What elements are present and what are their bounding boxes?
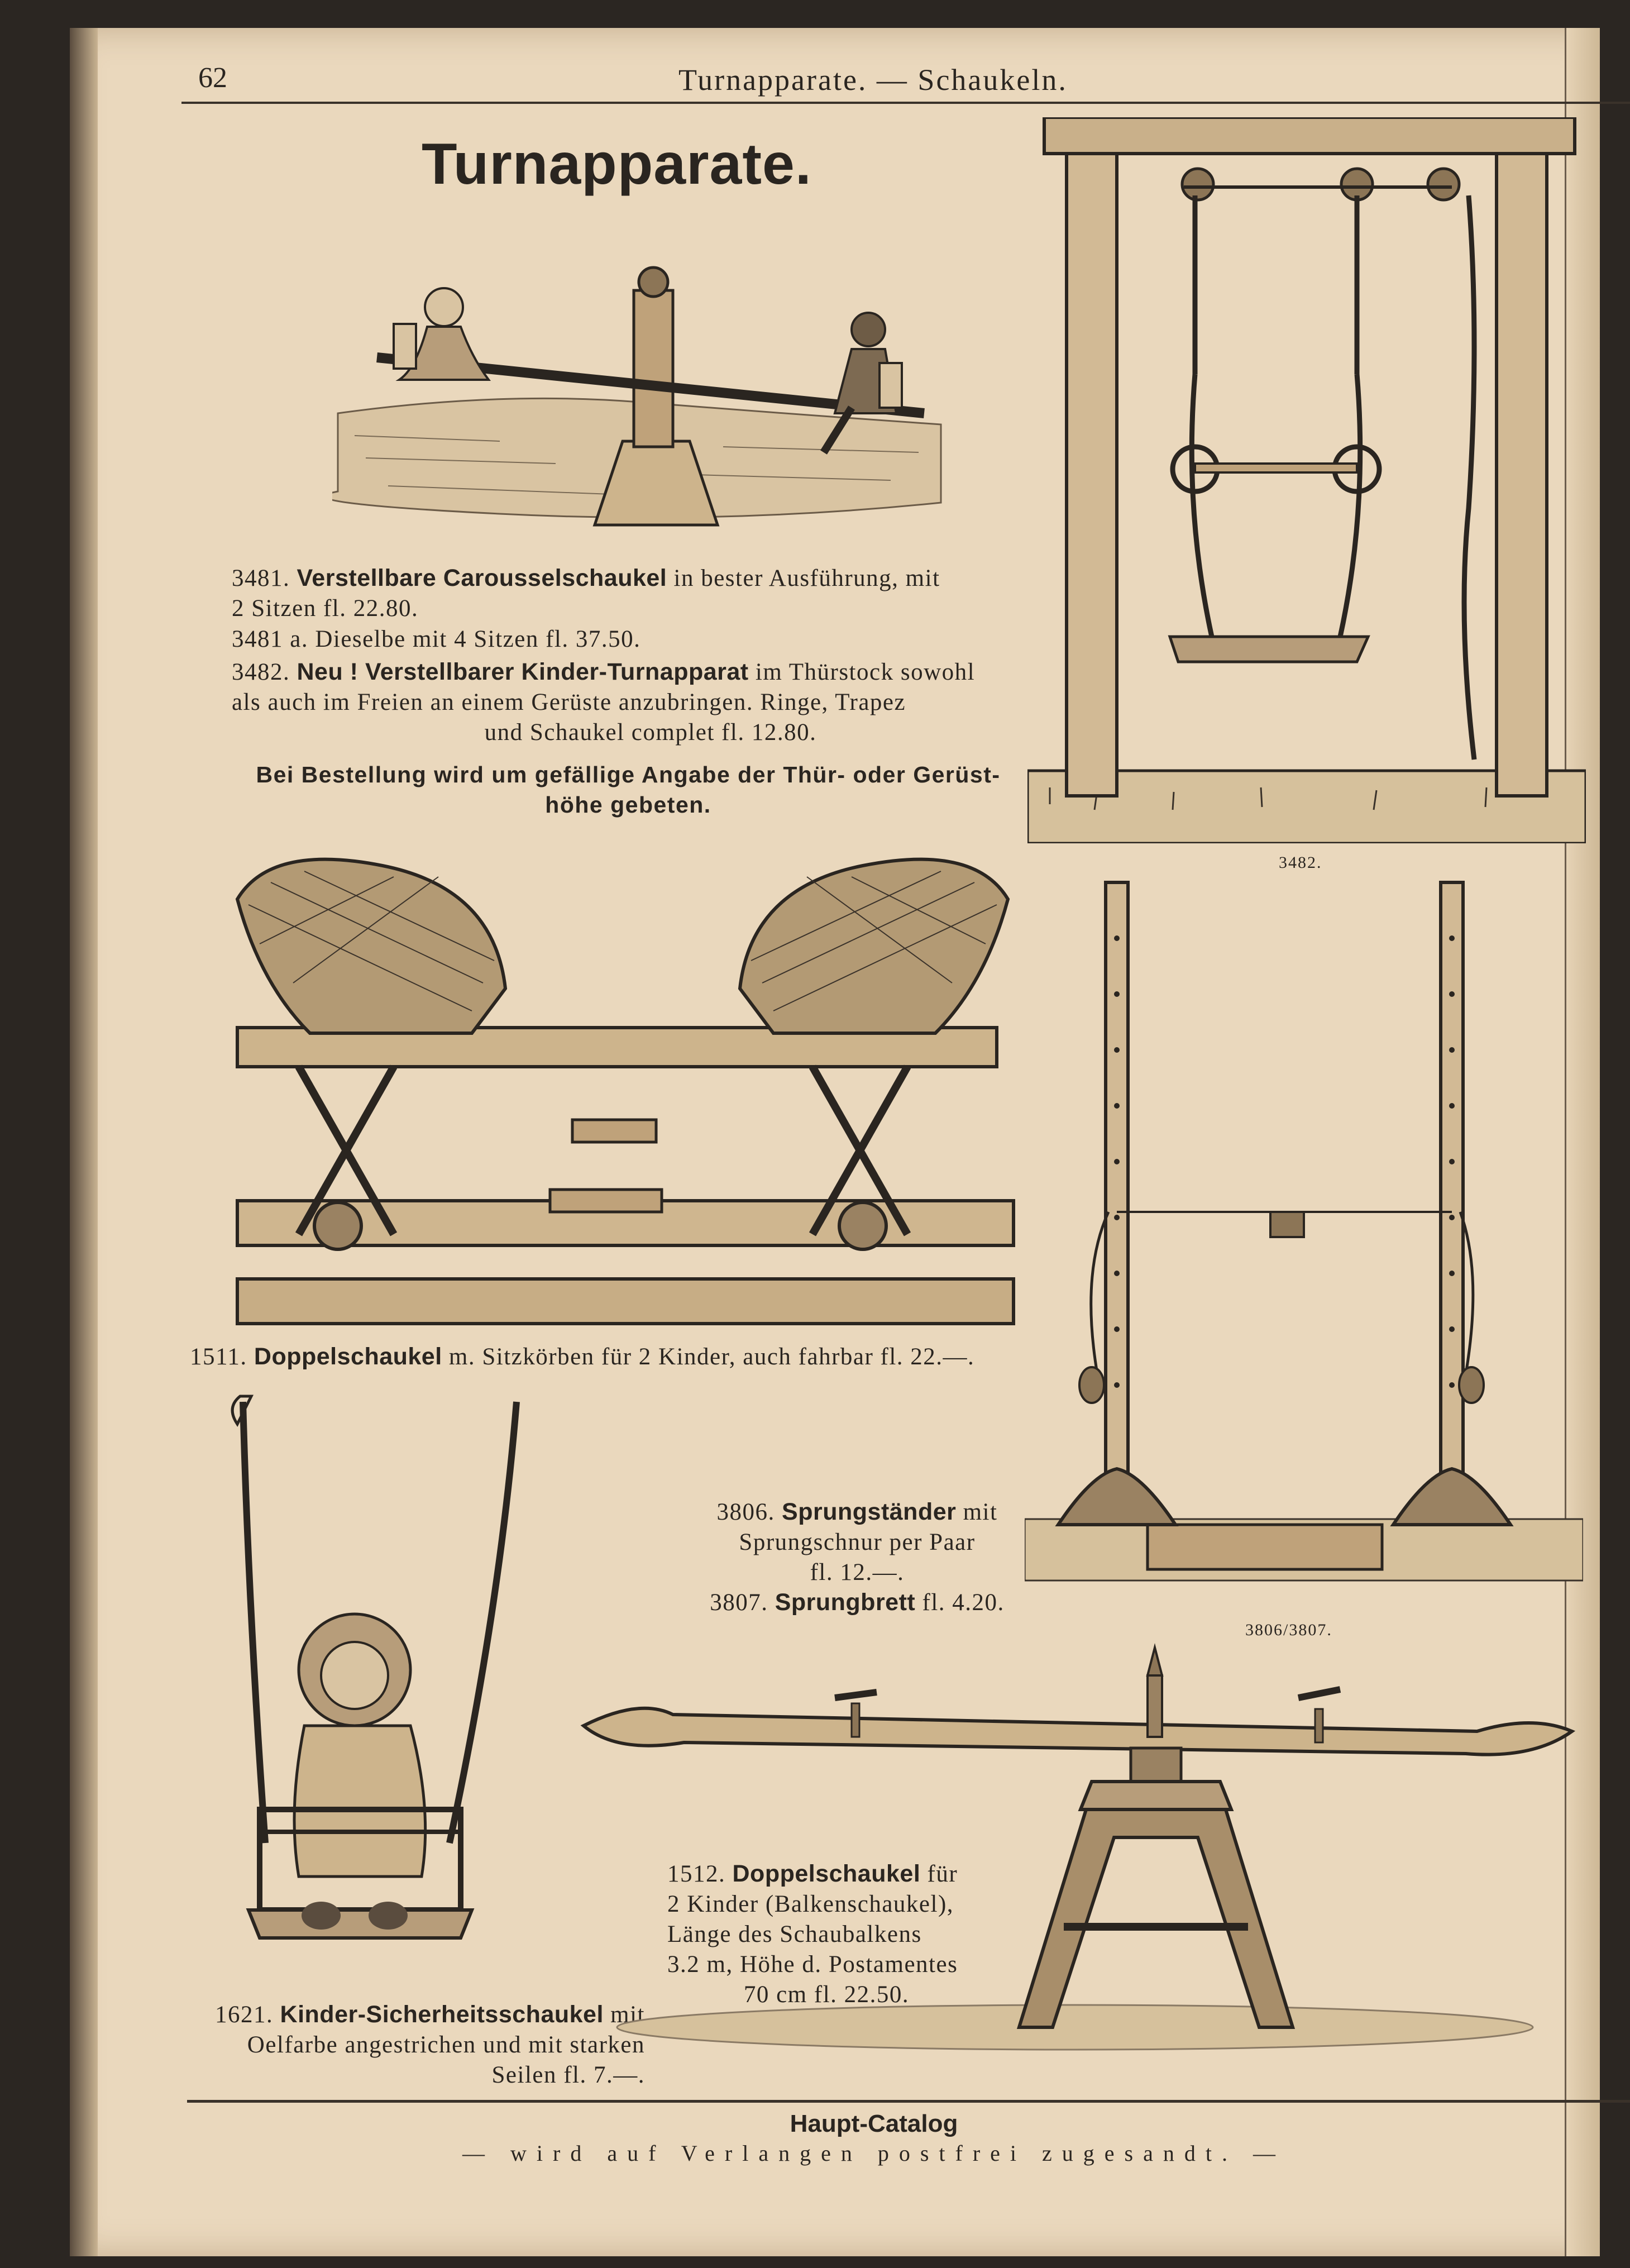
item-3807-text: fl. 4.20. bbox=[915, 1589, 1005, 1616]
carousel-swing-illustration bbox=[332, 212, 947, 542]
item-3481-name: Verstellbare Carousselschaukel bbox=[297, 565, 667, 591]
jump-stand-illustration bbox=[1025, 854, 1583, 1620]
ordering-notice bbox=[193, 760, 1064, 820]
item-1621-text3: Seilen fl. 7.—. bbox=[491, 2062, 645, 2088]
item-3806-text1: mit bbox=[956, 1499, 998, 1525]
footer-title: Haupt-Catalog bbox=[790, 2110, 958, 2137]
item-3806-text3: fl. 12.—. bbox=[810, 1559, 905, 1586]
catalog-page bbox=[70, 28, 1600, 2256]
item-1512-number: 1512. bbox=[667, 1861, 726, 1887]
caption-3806-3807: 3806/3807. bbox=[1245, 1621, 1332, 1639]
ordering-notice-line2: höhe gebeten. bbox=[545, 792, 711, 818]
item-1512-text3: Länge des Schaubalkens bbox=[667, 1921, 922, 1947]
item-1512 bbox=[667, 1859, 986, 2010]
item-3481a: 3481 a. Dieselbe mit 4 Sitzen fl. 37.50. bbox=[232, 626, 641, 652]
item-3807-name: Sprungbrett bbox=[775, 1589, 916, 1616]
page-number: 62 bbox=[198, 62, 227, 94]
item-1621-number: 1621. bbox=[215, 2002, 274, 2028]
footer-line: — wird auf Verlangen postfrei zugesandt. — bbox=[462, 2141, 1285, 2166]
item-1511 bbox=[190, 1341, 1083, 1372]
item-3806 bbox=[656, 1497, 1058, 1588]
item-1621-text2: Oelfarbe angestrichen und mit starken bbox=[247, 2032, 645, 2058]
item-3807 bbox=[656, 1587, 1058, 1618]
item-1512-name: Doppelschaukel bbox=[732, 1860, 921, 1887]
wicker-double-swing-illustration bbox=[226, 843, 1019, 1335]
caption-3482: 3482. bbox=[1279, 853, 1322, 872]
item-3482-text2: als auch im Freien an einem Gerüste anzubringen. Ringe, Trapez bbox=[232, 689, 906, 715]
footer-rule bbox=[187, 2100, 1630, 2103]
item-3806-number: 3806. bbox=[716, 1499, 775, 1525]
item-3481-number: 3481. bbox=[232, 565, 290, 591]
section-title: Turnapparate. bbox=[422, 132, 812, 197]
item-1512-text1: für bbox=[920, 1861, 958, 1887]
item-1511-text: m. Sitzkörben für 2 Kinder, auch fahrbar fl. 22.—. bbox=[442, 1344, 975, 1370]
item-3481-text2: 2 Sitzen fl. 22.80. bbox=[232, 595, 419, 622]
item-1621-name: Kinder-Sicherheitsschaukel bbox=[280, 2001, 604, 2028]
item-3482-number: 3482. bbox=[232, 659, 290, 685]
item-3806-text2: Sprungschnur per Paar bbox=[739, 1529, 976, 1555]
item-1512-text2: 2 Kinder (Balkenschaukel), bbox=[667, 1891, 954, 1917]
child-safety-swing-illustration bbox=[187, 1385, 634, 1988]
running-title: Turnapparate. — Schaukeln. bbox=[678, 63, 1068, 97]
item-3482-text1: im Thürstock sowohl bbox=[748, 659, 976, 685]
item-1511-number: 1511. bbox=[190, 1344, 247, 1370]
item-3482 bbox=[232, 657, 1069, 748]
item-3482-name: Neu ! Verstellbarer Kinder-Turnapparat bbox=[297, 658, 749, 685]
item-1512-text4: 3.2 m, Höhe d. Postamentes bbox=[667, 1951, 958, 1978]
item-3481-text1: in bester Ausführung, mit bbox=[667, 565, 940, 591]
page-spine bbox=[70, 28, 98, 2256]
item-3482-text3: und Schaukel complet fl. 12.80. bbox=[484, 719, 817, 746]
item-1621-text1: mit bbox=[603, 2002, 645, 2028]
item-3481 bbox=[232, 563, 1058, 624]
item-1511-name: Doppelschaukel bbox=[254, 1343, 442, 1370]
item-1621 bbox=[131, 1999, 645, 2090]
item-1512-text5: 70 cm fl. 22.50. bbox=[743, 1981, 910, 2008]
door-frame-gym-illustration bbox=[1027, 117, 1586, 843]
item-3807-number: 3807. bbox=[710, 1589, 768, 1616]
item-3806-name: Sprungständer bbox=[782, 1498, 957, 1525]
header-rule bbox=[181, 102, 1630, 104]
ordering-notice-line1: Bei Bestellung wird um gefällige Angabe der Thür- oder Gerüst- bbox=[256, 762, 1001, 787]
